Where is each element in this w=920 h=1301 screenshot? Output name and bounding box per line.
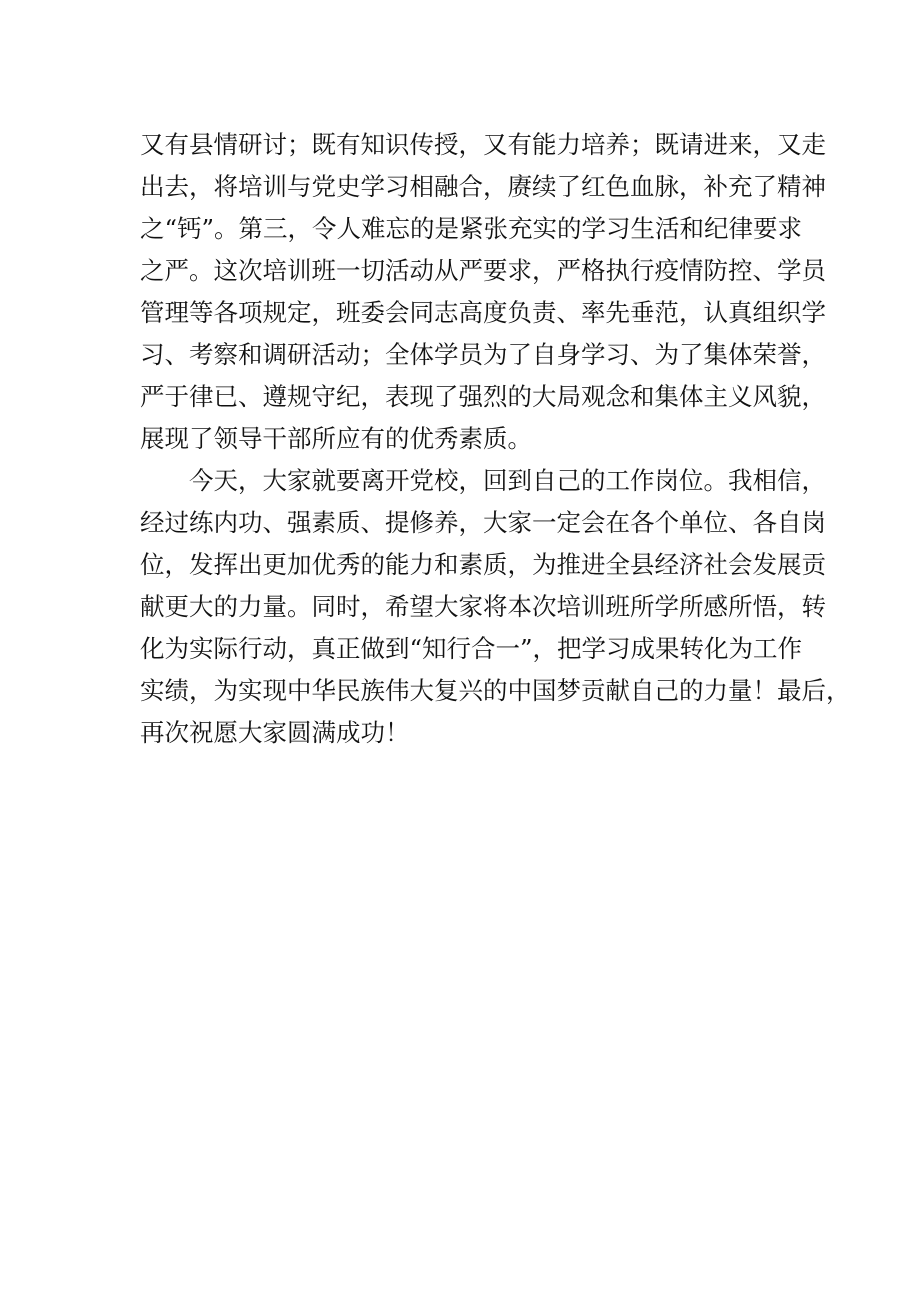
text-line: 之“钙”。第三，令人难忘的是紧张充实的学习生活和纪律要求	[140, 214, 803, 243]
text-line: 管理等各项规定，班委会同志高度负责、率先垂范，认真组织学	[140, 298, 826, 327]
text-line: 实绩，为实现中华民族伟大复兴的中国梦贡献自己的力量！最后，	[140, 676, 851, 705]
paragraph-1	[140, 124, 826, 460]
paragraph-2	[140, 460, 851, 754]
text-line: 经过练内功、强素质、提修养，大家一定会在各个单位、各自岗	[140, 508, 826, 537]
text-line: 展现了领导干部所应有的优秀素质。	[140, 424, 532, 453]
text-line: 化为实际行动，真正做到“知行合一”，把学习成果转化为工作	[140, 634, 803, 663]
text-line: 位，发挥出更加优秀的能力和素质，为推进全县经济社会发展贡	[140, 550, 826, 579]
text-line: 今天，大家就要离开党校，回到自己的工作岗位。我相信，	[189, 466, 826, 495]
text-line: 再次祝愿大家圆满成功！	[140, 718, 410, 747]
text-line: 又有县情研讨；既有知识传授，又有能力培养；既请进来，又走	[140, 130, 826, 159]
text-line: 习、考察和调研活动；全体学员为了自身学习、为了集体荣誉，	[140, 340, 826, 369]
text-line: 献更大的力量。同时，希望大家将本次培训班所学所感所悟，转	[140, 592, 826, 621]
text-line: 出去，将培训与党史学习相融合，赓续了红色血脉，补充了精神	[140, 172, 826, 201]
body-text	[140, 124, 851, 754]
text-line: 严于律已、遵规守纪，表现了强烈的大局观念和集体主义风貌，	[140, 382, 826, 411]
text-line: 之严。这次培训班一切活动从严要求，严格执行疫情防控、学员	[140, 256, 826, 285]
